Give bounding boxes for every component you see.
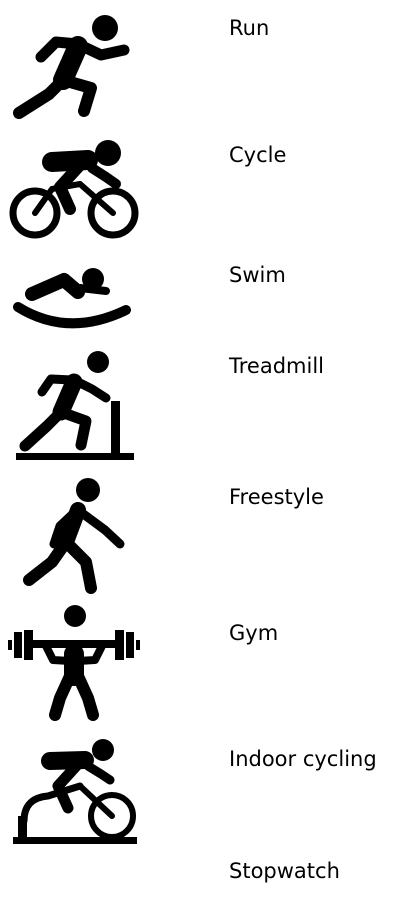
activity-label-stopwatch: Stopwatch bbox=[229, 859, 340, 883]
cycle-icon bbox=[8, 132, 140, 244]
stopwatch-icon bbox=[8, 854, 140, 894]
freestyle-icon bbox=[8, 474, 140, 594]
activity-item-gym[interactable] bbox=[0, 594, 394, 728]
activity-item-treadmill[interactable] bbox=[0, 338, 394, 466]
run-icon bbox=[8, 8, 140, 120]
activity-item-cycle[interactable] bbox=[0, 124, 394, 248]
activity-item-freestyle[interactable] bbox=[0, 466, 394, 594]
activity-label-indoor-cycling: Indoor cycling bbox=[229, 747, 377, 771]
activity-label-treadmill: Treadmill bbox=[229, 354, 324, 378]
activity-item-stopwatch[interactable] bbox=[0, 854, 394, 901]
activity-label-gym: Gym bbox=[229, 621, 279, 645]
swim-icon bbox=[8, 254, 140, 334]
activity-label-cycle: Cycle bbox=[229, 143, 287, 167]
treadmill-icon bbox=[8, 346, 140, 464]
activity-item-indoor-cycling[interactable] bbox=[0, 728, 394, 854]
activity-item-swim[interactable] bbox=[0, 248, 394, 338]
indoor-cycling-icon bbox=[8, 736, 140, 846]
gym-icon bbox=[8, 602, 140, 722]
activity-label-swim: Swim bbox=[229, 263, 286, 287]
activity-label-freestyle: Freestyle bbox=[229, 485, 324, 509]
activity-item-run[interactable] bbox=[0, 0, 394, 124]
activity-label-run: Run bbox=[229, 16, 270, 40]
